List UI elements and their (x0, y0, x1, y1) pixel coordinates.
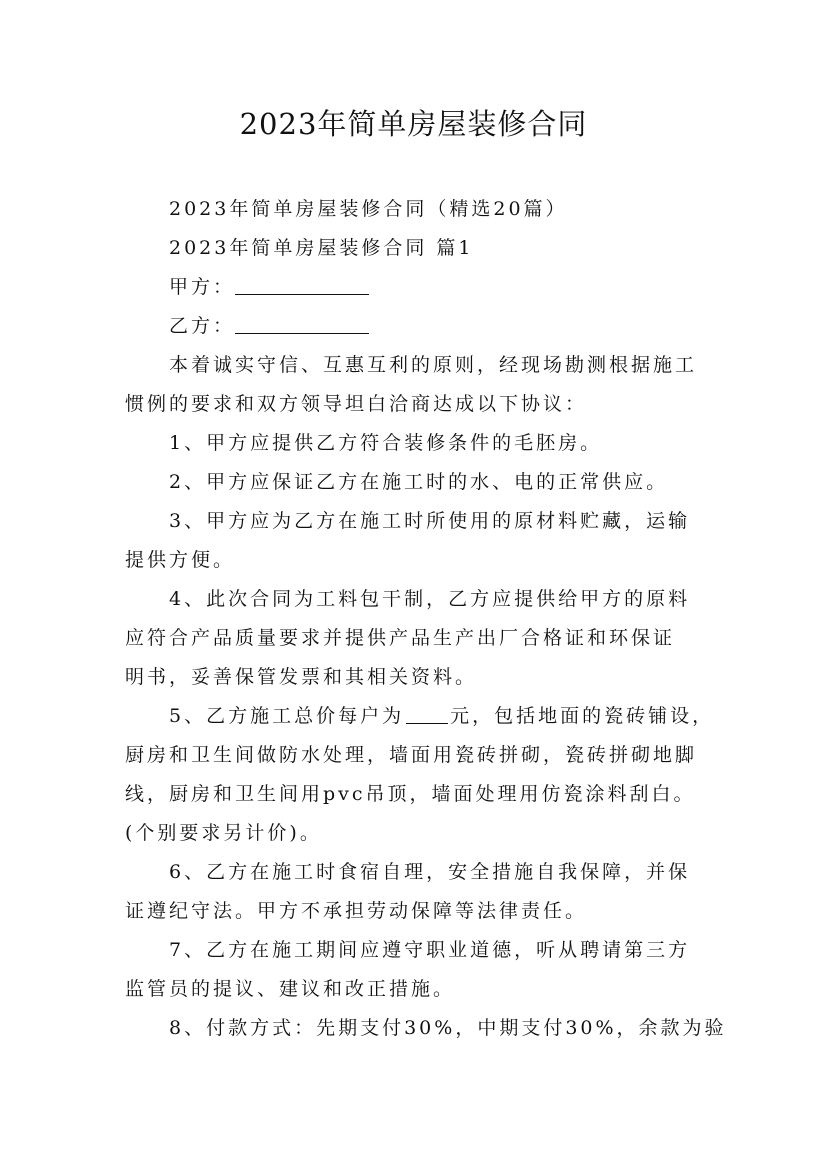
clause-5-line-2: 厨房和卫生间做防水处理，墙面用瓷砖拼砌，瓷砖拼砌地脚 (125, 744, 698, 766)
clause-3-line-1: 3、甲方应为乙方在施工时所使用的原材料贮藏，运输 (169, 510, 691, 532)
clause-5 (125, 697, 715, 853)
clause-6-line-2: 证遵纪守法。甲方不承担劳动保障等法律责任。 (125, 900, 588, 922)
clause-3-line-2: 提供方便。 (125, 549, 236, 571)
clause-4-line-2: 应符合产品质量要求并提供产品生产出厂合格证和环保证 (125, 627, 676, 649)
clause-6 (125, 853, 715, 931)
clause-7 (125, 931, 715, 1009)
party-a-blank (235, 273, 369, 295)
clause-5-line-4: (个别要求另计价)。 (125, 822, 322, 844)
clause-5-line-1-a: 5、乙方施工总价每户为 (169, 705, 405, 727)
clause-5-line-3: 线，厨房和卫生间用pvc吊顶，墙面处理用仿瓷涂料刮白。 (125, 783, 696, 805)
clause-4-line-1: 4、此次合同为工料包干制，乙方应提供给甲方的原料 (169, 588, 691, 610)
section-heading: 2023年简单房屋装修合同 篇1 (169, 237, 474, 259)
document-body (125, 190, 727, 1048)
clause-4-line-3: 明书，妥善保管发票和其相关资料。 (125, 666, 478, 688)
party-a-label: 甲方： (169, 276, 236, 298)
intro-line-2: 惯例的要求和双方领导坦白洽商达成以下协议： (125, 393, 588, 415)
price-blank (406, 702, 448, 724)
clause-4 (125, 580, 715, 697)
clause-2: 2、甲方应保证乙方在施工时的水、电的正常供应。 (169, 471, 669, 493)
party-b-line (125, 307, 715, 346)
clause-3 (125, 502, 715, 580)
document-title: 2023年简单房屋装修合同 (239, 107, 588, 141)
subtitle: 2023年简单房屋装修合同（精选20篇） (169, 198, 568, 220)
clause-5-line-1 (125, 697, 715, 736)
clause-6-line-1: 6、乙方在施工时食宿自理，安全措施自我保障，并保 (169, 861, 691, 883)
party-b-blank (235, 312, 369, 334)
clause-5-line-1-b: 元，包括地面的瓷砖铺设， (450, 705, 715, 727)
intro-paragraph (125, 346, 715, 424)
clause-8: 8、付款方式：先期支付30%，中期支付30%，余款为验 (169, 1017, 727, 1039)
clause-7-line-1: 7、乙方在施工期间应遵守职业道德，听从聘请第三方 (169, 939, 691, 961)
party-b-label: 乙方： (169, 315, 236, 337)
party-a-line (125, 268, 715, 307)
clause-7-line-2: 监管员的提议、建议和改正措施。 (125, 978, 456, 1000)
intro-line-1: 本着诚实守信、互惠互利的原则，经现场勘测根据施工 (169, 354, 698, 376)
clause-1: 1、甲方应提供乙方符合装修条件的毛胚房。 (169, 432, 603, 454)
